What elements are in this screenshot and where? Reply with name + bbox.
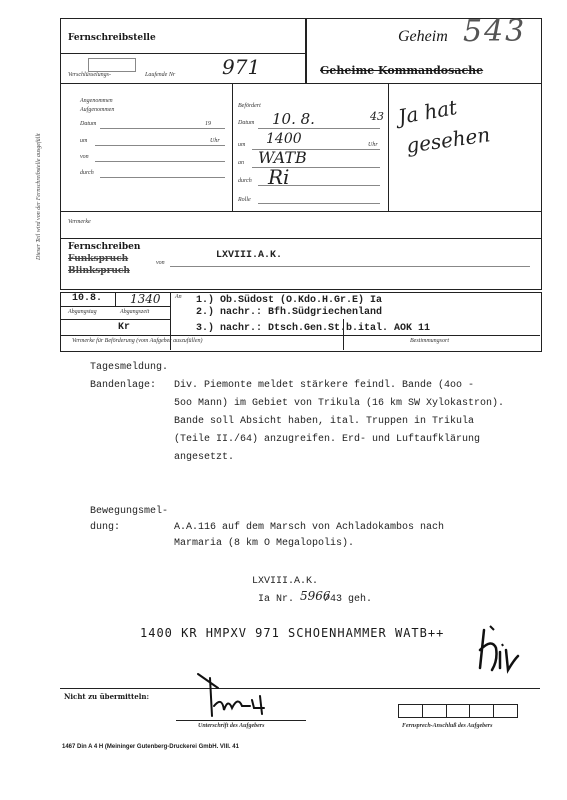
fernsprech-boxes (398, 704, 518, 718)
side-margin-note: Dieser Teil wird von der Fernschreibstelle ausgefüllt (36, 133, 42, 260)
signature-unit: LXVIII.A.K. (252, 576, 319, 587)
aufgenommen-label: Aufgenommen (80, 107, 115, 113)
kr-value: Kr (118, 322, 131, 333)
annotation-line-2: gesehen (404, 122, 492, 158)
an-label: An (175, 294, 182, 300)
bandenlage-line-2: 5oo Mann) im Gebiet von Trikula (16 km SW Xylokastron). (174, 398, 505, 409)
sent-um-label: um (238, 142, 246, 148)
bandenlage-line-5: angesetzt. (174, 452, 235, 463)
laufende-nr-value: 971 (222, 55, 261, 79)
von-label: von (80, 154, 89, 160)
unterschrift-label: Unterschrift des Aufgebers (198, 723, 265, 729)
vermerke-label: Vermerke (68, 219, 91, 225)
bandenlage-line-1: Div. Piemonte meldet stärkere feindl. Bande (4oo - (174, 380, 475, 391)
datum-label: Datum (80, 121, 97, 127)
sent-durch-label: durch (238, 178, 252, 184)
address-time: 1340 (130, 292, 161, 306)
bewegung-line-2: Marmaria (8 km O Megalopolis). (174, 538, 355, 549)
address-line-2: 2.) nachr.: Bfh.Südgriechenland (196, 307, 383, 318)
bewegung-line-1: A.A.116 auf dem Marsch von Achladokambos nach (174, 522, 445, 533)
fernschreibstelle-label: Fernschreibstelle (68, 33, 156, 43)
address-line-1: 1.) Ob.Südost (O.Kdo.H.Gr.E) Ia (196, 295, 383, 306)
abgangstag-label: Abgangstag (68, 309, 97, 315)
funkspruch-label: Funkspruch (68, 254, 129, 264)
sent-an-value: WATB (258, 148, 307, 167)
sent-datum-label: Datum (238, 120, 255, 126)
bestimmungsort-label: Bestimmungsort (410, 338, 449, 344)
durch-label: durch (80, 170, 94, 176)
sent-year: 43 (370, 110, 384, 123)
ia-nr-label: Ia Nr. (258, 594, 295, 605)
abgangszeit-label: Abgangszeit (120, 309, 150, 315)
um-label: um (80, 138, 88, 144)
sender-signature (194, 670, 284, 720)
ia-nr-value: 5966 (300, 589, 331, 603)
address-date: 10.8. (72, 293, 103, 304)
handwritten-signature (470, 620, 525, 680)
befoerdert-label: Befördert (238, 103, 261, 109)
sent-durch-initial: Ri (268, 165, 290, 189)
body-title: Tagesmeldung. (90, 362, 169, 373)
bandenlage-label: Bandenlage: (90, 380, 157, 391)
angenommen-label: Angenommen (80, 98, 113, 104)
transmission-line: 1400 KR HMPXV 971 SCHOENHAMMER WATB++ (140, 626, 445, 640)
blinkspruch-label: Blinkspruch (68, 266, 130, 276)
vermerke-befoerderung-label: Vermerke für Beförderung (vom Aufgeber auszufüllen) (72, 338, 203, 344)
bewegung-label-1: Bewegungsmel- (90, 506, 169, 517)
geheim-label: Geheim (398, 28, 448, 45)
nicht-zu-label: Nicht zu übermitteln: (64, 692, 150, 701)
verschluss-label: Verschlüsselungs- (68, 72, 111, 78)
fernsprech-label: Fernsprech-Anschluß des Aufgebers (402, 723, 493, 729)
sent-uhr-label: Uhr (368, 142, 378, 148)
sent-rolle-label: Rolle (238, 197, 251, 203)
sent-um-value: 1400 (266, 131, 302, 147)
geheim-number: 543 (463, 14, 527, 49)
annotation-line-1: Ja hat (396, 95, 459, 129)
bandenlage-line-3: Bande soll Absicht haben, ital. Truppen in Trikula (174, 416, 475, 427)
laufende-nr-label: Laufende Nr (145, 72, 176, 78)
datum-suffix: 19 (205, 121, 211, 127)
fernschreiben-label: Fernschreiben (68, 242, 141, 252)
sent-datum-value: 10. 8. (272, 110, 315, 128)
form-von-label: von (156, 260, 165, 266)
sent-an-label: an (238, 160, 244, 166)
printer-imprint: 1467 Din A 4 H (Meininger Gutenberg-Druckerei GmbH. VIII. 41 (62, 744, 239, 750)
sender-name: LXVIII.A.K. (216, 250, 283, 261)
ia-nr-suffix: /43 geh. (324, 594, 373, 605)
address-line-3: 3.) nachr.: Dtsch.Gen.St.b.ital. AOK 11 (196, 323, 431, 334)
bewegung-label-2: dung: (90, 522, 121, 533)
redacted-stamp (88, 58, 136, 72)
geheime-kommandosache: Geheime Kommandosache (320, 64, 484, 77)
bandenlage-line-4: (Teile II./64) anzugreifen. Erd- und Luftaufklärung (174, 434, 481, 445)
uhr-label: Uhr (210, 138, 220, 144)
